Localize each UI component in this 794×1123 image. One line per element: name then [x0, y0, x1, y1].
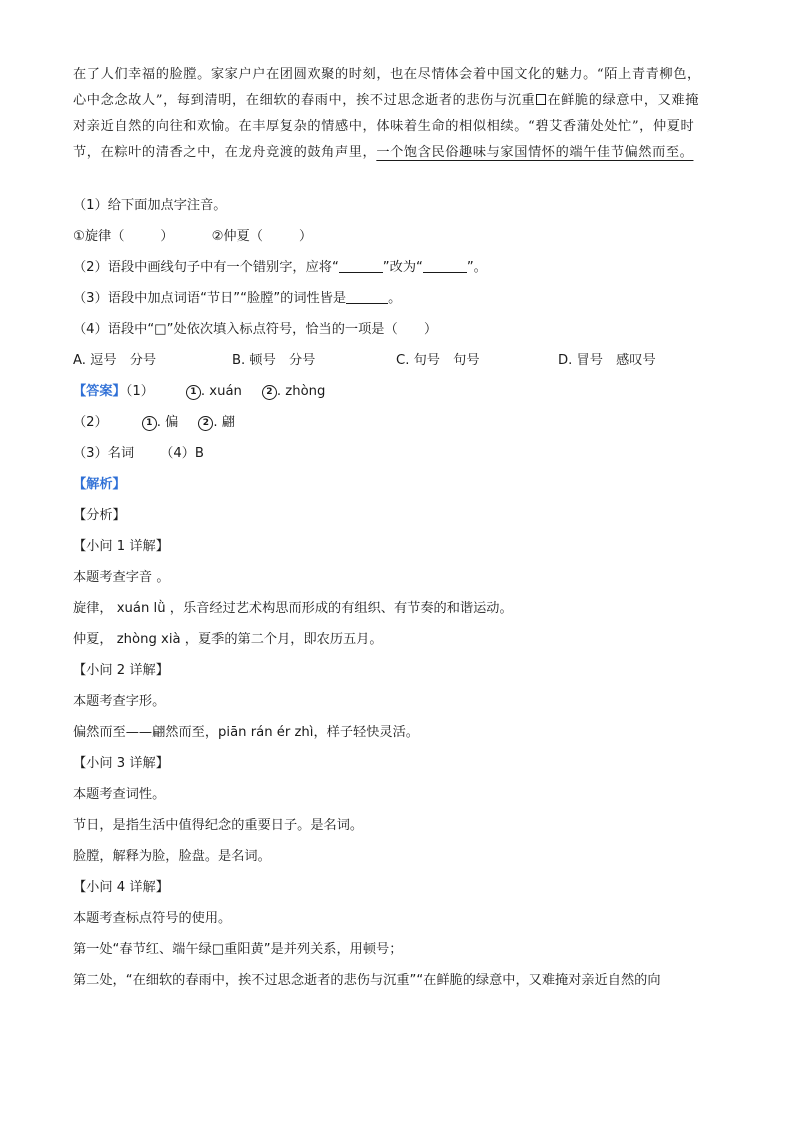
section-title: 【小问 1 详解】 — [73, 539, 169, 554]
question-2 — [73, 252, 733, 283]
passage — [73, 62, 733, 166]
passage-text: 节，在粽叶的清香之中，在龙舟竞渡的鼓角声里， — [73, 145, 377, 160]
circled-number: 2 — [198, 416, 213, 431]
answer-value: . 偏 — [156, 415, 179, 430]
circled-number: 1 — [142, 416, 157, 431]
answer-line-1 — [73, 376, 733, 407]
answer-value: . 翩 — [213, 415, 235, 430]
answer-tag: 【答案】 — [73, 384, 126, 399]
q1-item-1-label: ①旋律（ — [73, 229, 125, 244]
answer-value: . zhòng — [276, 384, 326, 399]
answer-part: （3）名词 — [73, 446, 135, 461]
choice-d: D. 冒号 感叹号 — [558, 353, 656, 368]
passage-text: 心中念念故人”，每到清明，在细软的春雨中，挨不过思念逝者的悲伤与沉重 — [73, 93, 536, 108]
question-1-items — [73, 221, 733, 252]
analysis-text: 第一处“春节红、端午绿□重阳黄”是并列关系，用顿号； — [73, 942, 403, 957]
section-title: 【小问 2 详解】 — [73, 663, 169, 678]
analysis-text: 仲夏， zhòng xià ，夏季的第二个月，即农历五月。 — [73, 632, 383, 647]
circled-number: 1 — [186, 385, 201, 400]
analysis-text: 第二处，“在细软的春雨中，挨不过思念逝者的悲伤与沉重”“在鲜脆的绿意中，又难掩对亲近自然的向 — [73, 973, 661, 988]
answer-line-3 — [73, 438, 733, 469]
choice-c: C. 句号 句号 — [396, 353, 480, 368]
analysis-text: 本题考查标点符号的使用。 — [73, 911, 232, 926]
answer-part: （1） — [125, 384, 154, 399]
analysis-text: 旋律， xuán lǜ ，乐音经过艺术构思而形成的有组织、有节奏的和谐运动。 — [73, 601, 513, 616]
passage-line: 对亲近自然的向往和欢愉。在丰厚复杂的情感中，体味着生命的相似相续。“碧艾香蒲处处忙”，仲夏时 — [73, 119, 695, 134]
blank-square-icon — [536, 94, 546, 105]
question-3 — [73, 283, 733, 314]
q3-text: （3）语段中加点词语“节日”“脸膛”的词性皆是 — [73, 291, 347, 306]
q1-item-2-close: ） — [298, 229, 313, 244]
q1-item-2-label: ②仲夏（ — [211, 229, 263, 244]
section-title: 【小问 3 详解】 — [73, 756, 169, 771]
analysis-text: 本题考查字形。 — [73, 694, 166, 709]
answer-blank — [346, 289, 388, 304]
questions-and-answers — [73, 190, 733, 996]
question-1: （1）给下面加点字注音。 — [73, 198, 227, 213]
circled-number: 2 — [262, 385, 277, 400]
q2-text: ”改为“ — [382, 260, 423, 275]
q2-text: （2）语段中画线句子中有一个错别字，应将“ — [73, 260, 339, 275]
q1-item-1-close: ） — [160, 229, 174, 244]
section-title: 【小问 4 详解】 — [73, 880, 169, 895]
answer-blank — [423, 258, 467, 273]
analysis-text: 偏然而至——翩然而至，piān rán ér zhì，样子轻快灵活。 — [73, 725, 419, 740]
answer-line-2 — [73, 407, 733, 438]
answer-part: （2） — [73, 415, 108, 430]
passage-line: 在了人们幸福的脸膛。家家户户在团圆欢聚的时刻，也在尽情体会着中国文化的魅力。“陌上青青柳色， — [73, 67, 701, 82]
q2-text: ”。 — [466, 260, 487, 275]
analysis-text: 脸膛，解释为脸，脸盘。是名词。 — [73, 849, 271, 864]
choice-a: A. 逗号 分号 — [73, 353, 157, 368]
answer-value: . xuán — [200, 384, 242, 399]
choice-b: B. 顿号 分号 — [232, 353, 316, 368]
passage-line — [73, 88, 733, 114]
question-4: （4）语段中“□”处依次填入标点符号，恰当的一项是（ ） — [73, 322, 438, 337]
passage-line — [73, 140, 733, 166]
answer-blank — [339, 258, 383, 273]
analysis-text: 本题考查词性。 — [73, 787, 166, 802]
choice-list — [73, 345, 733, 376]
analysis-fenxi: 【分析】 — [73, 508, 126, 523]
underlined-sentence: 一个饱含民俗趣味与家国情怀的端午佳节偏然而至。 — [376, 145, 694, 160]
analysis-text: 本题考查字音 。 — [73, 570, 170, 585]
analysis-text: 节日，是指生活中值得纪念的重要日子。是名词。 — [73, 818, 364, 833]
passage-text: 在鲜脆的绿意中，又难掩 — [547, 93, 699, 108]
answer-part: （4）B — [160, 446, 204, 461]
analysis-tag: 【解析】 — [73, 477, 126, 492]
q3-text: 。 — [388, 291, 402, 306]
